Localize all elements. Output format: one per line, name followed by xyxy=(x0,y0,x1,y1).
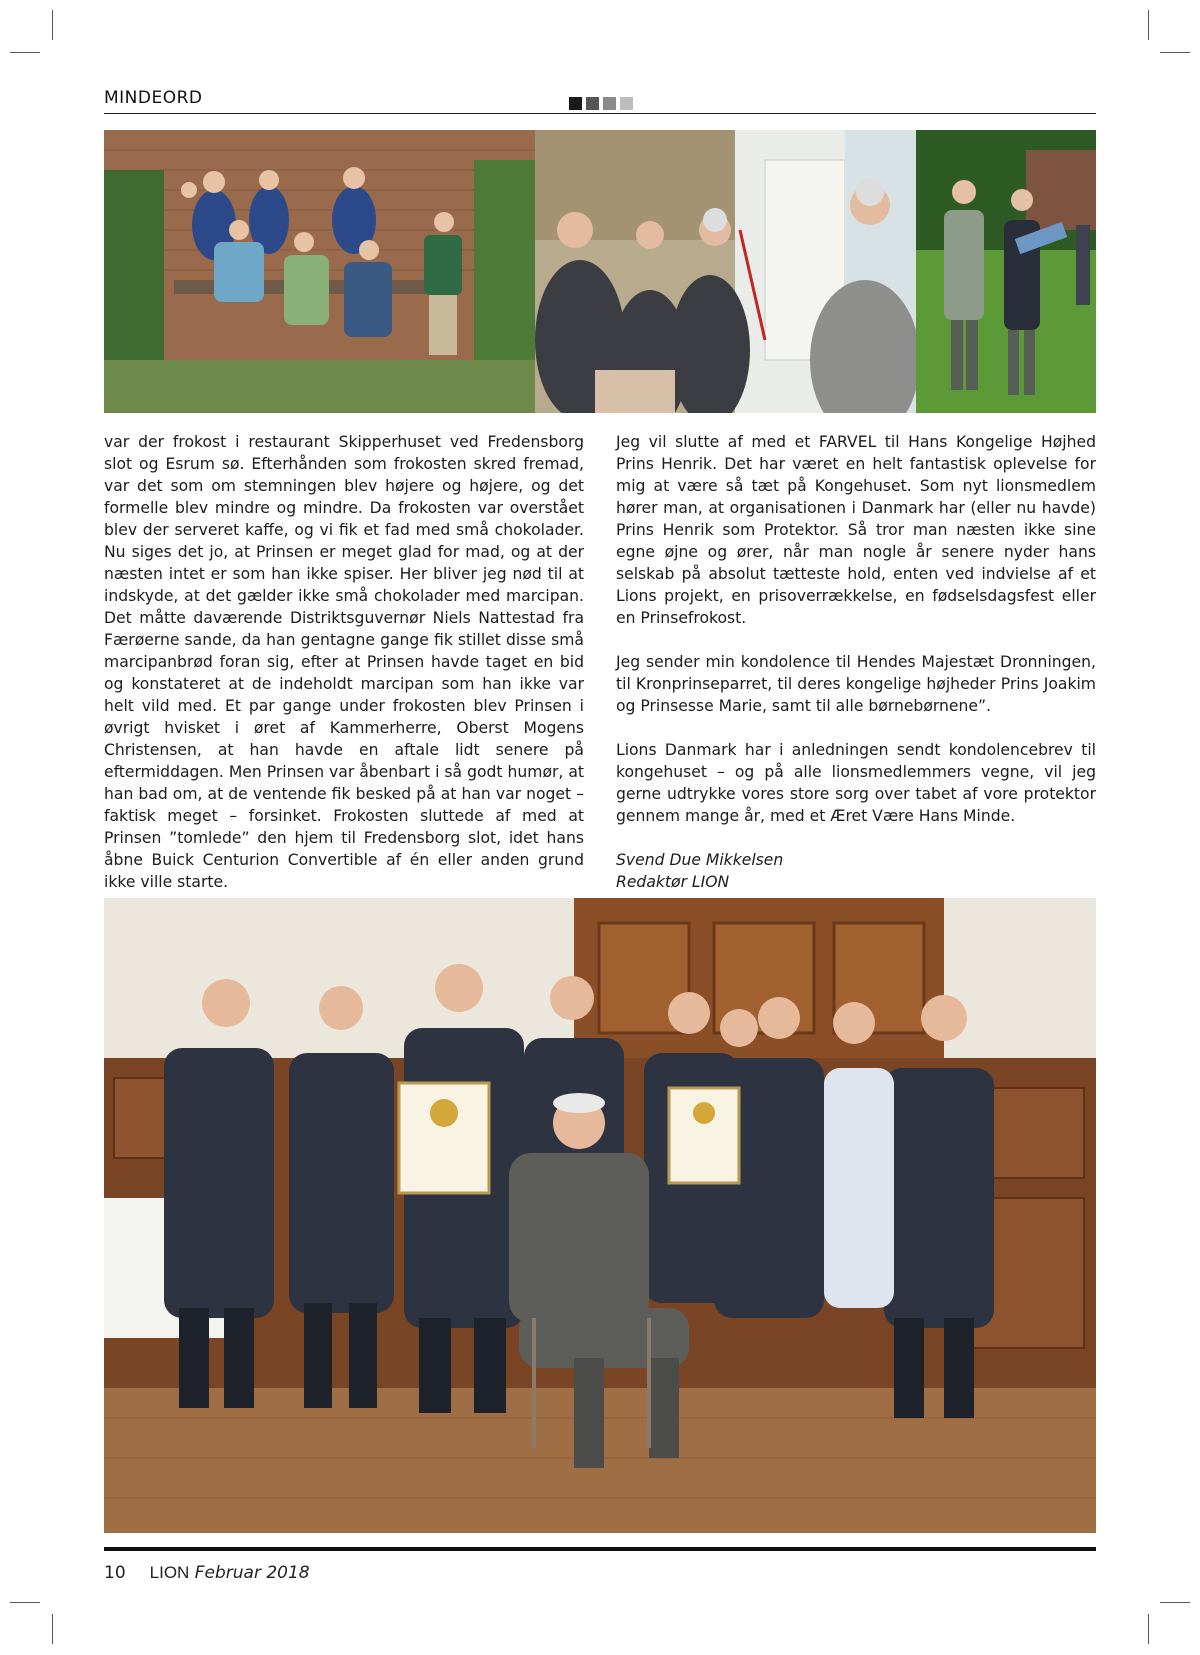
family-group-photo xyxy=(104,130,535,413)
crop-mark xyxy=(1148,10,1149,40)
article-paragraph: Jeg sender min kondolence til Hendes Majestæt Dronningen, til Kronprinseparret, til deres kongelige højheder Prins Joakim og Prinsesse Marie, samt til alle børnebørnene”. xyxy=(616,653,1096,715)
article-paragraph: Lions Danmark har i anledningen sendt kondolencebrev til kongehuset – og på alle lionsmedlemmers vegne, vil jeg gerne udtrykke vores store sorg over tabet af vore protektor gennem mange år, med et Æret Være Hans Minde. xyxy=(616,741,1096,825)
article-right-column xyxy=(616,431,1096,915)
lions-group-photo xyxy=(104,898,1096,1533)
page-number: 10 xyxy=(104,1563,126,1583)
header-rule xyxy=(104,113,1096,114)
header-square xyxy=(569,97,582,110)
crop-mark xyxy=(10,1602,40,1603)
page-footer xyxy=(104,1563,310,1583)
crop-mark xyxy=(52,10,53,40)
garden-presentation-photo xyxy=(916,130,1096,413)
footer-rule xyxy=(104,1547,1096,1551)
header-square xyxy=(586,97,599,110)
header-squares xyxy=(569,97,633,110)
crop-mark xyxy=(1160,52,1190,53)
crop-mark xyxy=(52,1614,53,1644)
signature xyxy=(616,849,1096,893)
section-title: MINDEORD xyxy=(104,88,203,108)
article-paragraph: var der frokost i restaurant Skipperhuset ved Fredensborg slot og Esrum sø. Efterhånden som frokosten skred fremad, var det som om stemningen blev højere og højere, og det formelle blev mindre og mindre. Da frokosten var overstået blev der serveret kaffe, og vi fik et fad med små chokolader. Nu siges det jo, at Prinsen er meget glad for mad, og at der næsten intet er som han ikke spiser. Her bliver jeg nød til at indskyde, at det gælder ikke små chokolader med marcipan. Det måtte daværende Distriktsguvernør Niels Nattestad fra Færøerne sande, da han gentagne gange fik stillet disse små marcipanbrød foran sig, efter at Prinsen havde taget en bid og konstateret at de indeholdt marcipan som han ikke var helt vild med. Et par gange under frokosten blev Prinsen i øvrigt hvisket i øret af Kammerherre, Oberst Mogens Christensen, at han havde en aftale lidt senere på eftermiddagen. Men Prinsen var åbenbart i så godt humør, at han bad om, at de ventende fik besked på at han var noget – faktisk meget – forsinket. Frokosten sluttede af med at Prinsen ”tomlede” den hjem til Fredensborg slot, idet hans åbne Buick Centurion Convertible af én eller anden grund ikke ville starte. xyxy=(104,433,584,891)
crop-mark xyxy=(10,52,40,53)
signature-title: Redaktør LION xyxy=(616,873,730,891)
article-left-column xyxy=(104,431,584,915)
signature-name: Svend Due Mikkelsen xyxy=(616,851,784,869)
issue-date: Februar 2018 xyxy=(194,1563,310,1583)
article-paragraph: Jeg vil slutte af med et FARVEL til Hans Kongelige Højhed Prins Henrik. Det har været en helt fantastisk oplevelse for mig at være så tæt på Kongehuset. Som nyt lionsmedlem hører man, at organisationen i Danmark har (eller nu havde) Prins Henrik som Protektor. Så tror man næsten ikke sine egne øjne og ører, når man nogle år senere nyder hans selskab på absolut tætteste hold, enten ved indvielse af et Lions projekt, en prisoverrækkelse, en fødselsdagsfest eller en Prinsefrokost. xyxy=(616,433,1096,627)
crop-mark xyxy=(1148,1614,1149,1644)
magazine-name: LION xyxy=(149,1563,190,1582)
header-square xyxy=(620,97,633,110)
header-square xyxy=(603,97,616,110)
ribbon-cutting-photo xyxy=(535,130,916,413)
crop-mark xyxy=(1160,1602,1190,1603)
